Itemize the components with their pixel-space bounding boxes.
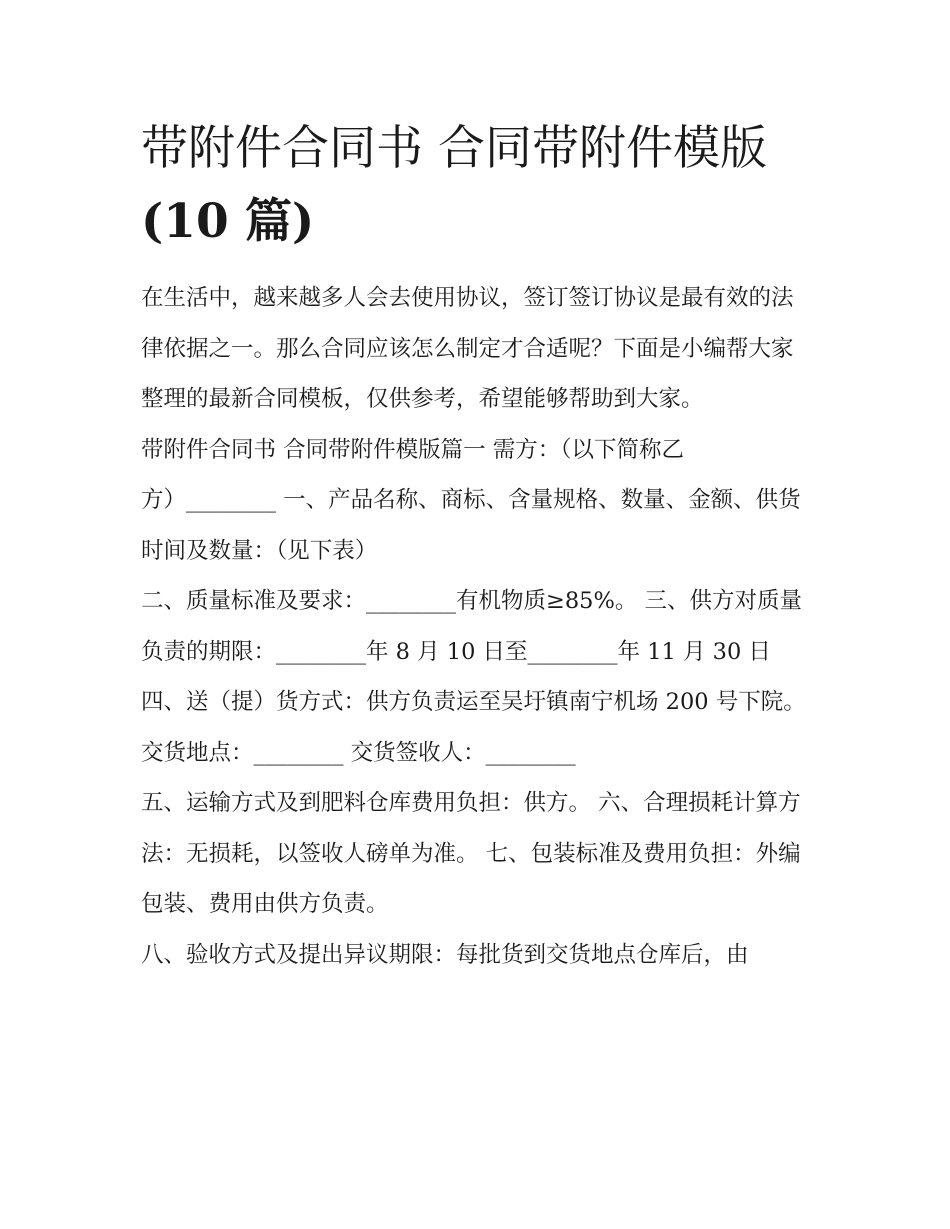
paragraph-intro: 在生活中，越来越多人会去使用协议，签订签订协议是最有效的法律依据之一。那么合同应该怎么制定才合适呢？下面是小编帮大家整理的最新合同模板，仅供参考，希望能够帮助到大家。 <box>141 285 794 412</box>
paragraph-quality: 二、质量标准及要求：________有机物质≥85%。 三、供方对质量负责的期限：________年 8 月 10 日至________年 11 月 30 日 <box>141 588 803 665</box>
title-line-2: (10 篇) <box>141 194 315 249</box>
paragraph-transport: 五、运输方式及到肥料仓库费用负担：供方。 六、合理损耗计算方法：无损耗，以签收人磅单为准。 七、包装标准及费用负担：外编包装、费用由供方负责。 <box>141 790 801 917</box>
title-line-1: 带附件合同书 合同带附件模版 <box>141 121 767 176</box>
document-page <box>141 112 813 980</box>
paragraph-section-one-heading: 带附件合同书 合同带附件模版篇一 需方：（以下简称乙 <box>141 436 685 463</box>
document-title <box>141 112 813 258</box>
paragraph-acceptance: 八、验收方式及提出异议期限：每批货到交货地点仓库后，由 <box>141 941 749 968</box>
paragraph-delivery: 四、送（提）货方式：供方负责运至吴圩镇南宁机场 200 号下院。 交货地点：________ 交货签收人：________ <box>141 689 806 766</box>
paragraph-product-info: 方）________ 一、产品名称、商标、含量规格、数量、金额、供货时间及数量：（见下表） <box>141 487 801 564</box>
